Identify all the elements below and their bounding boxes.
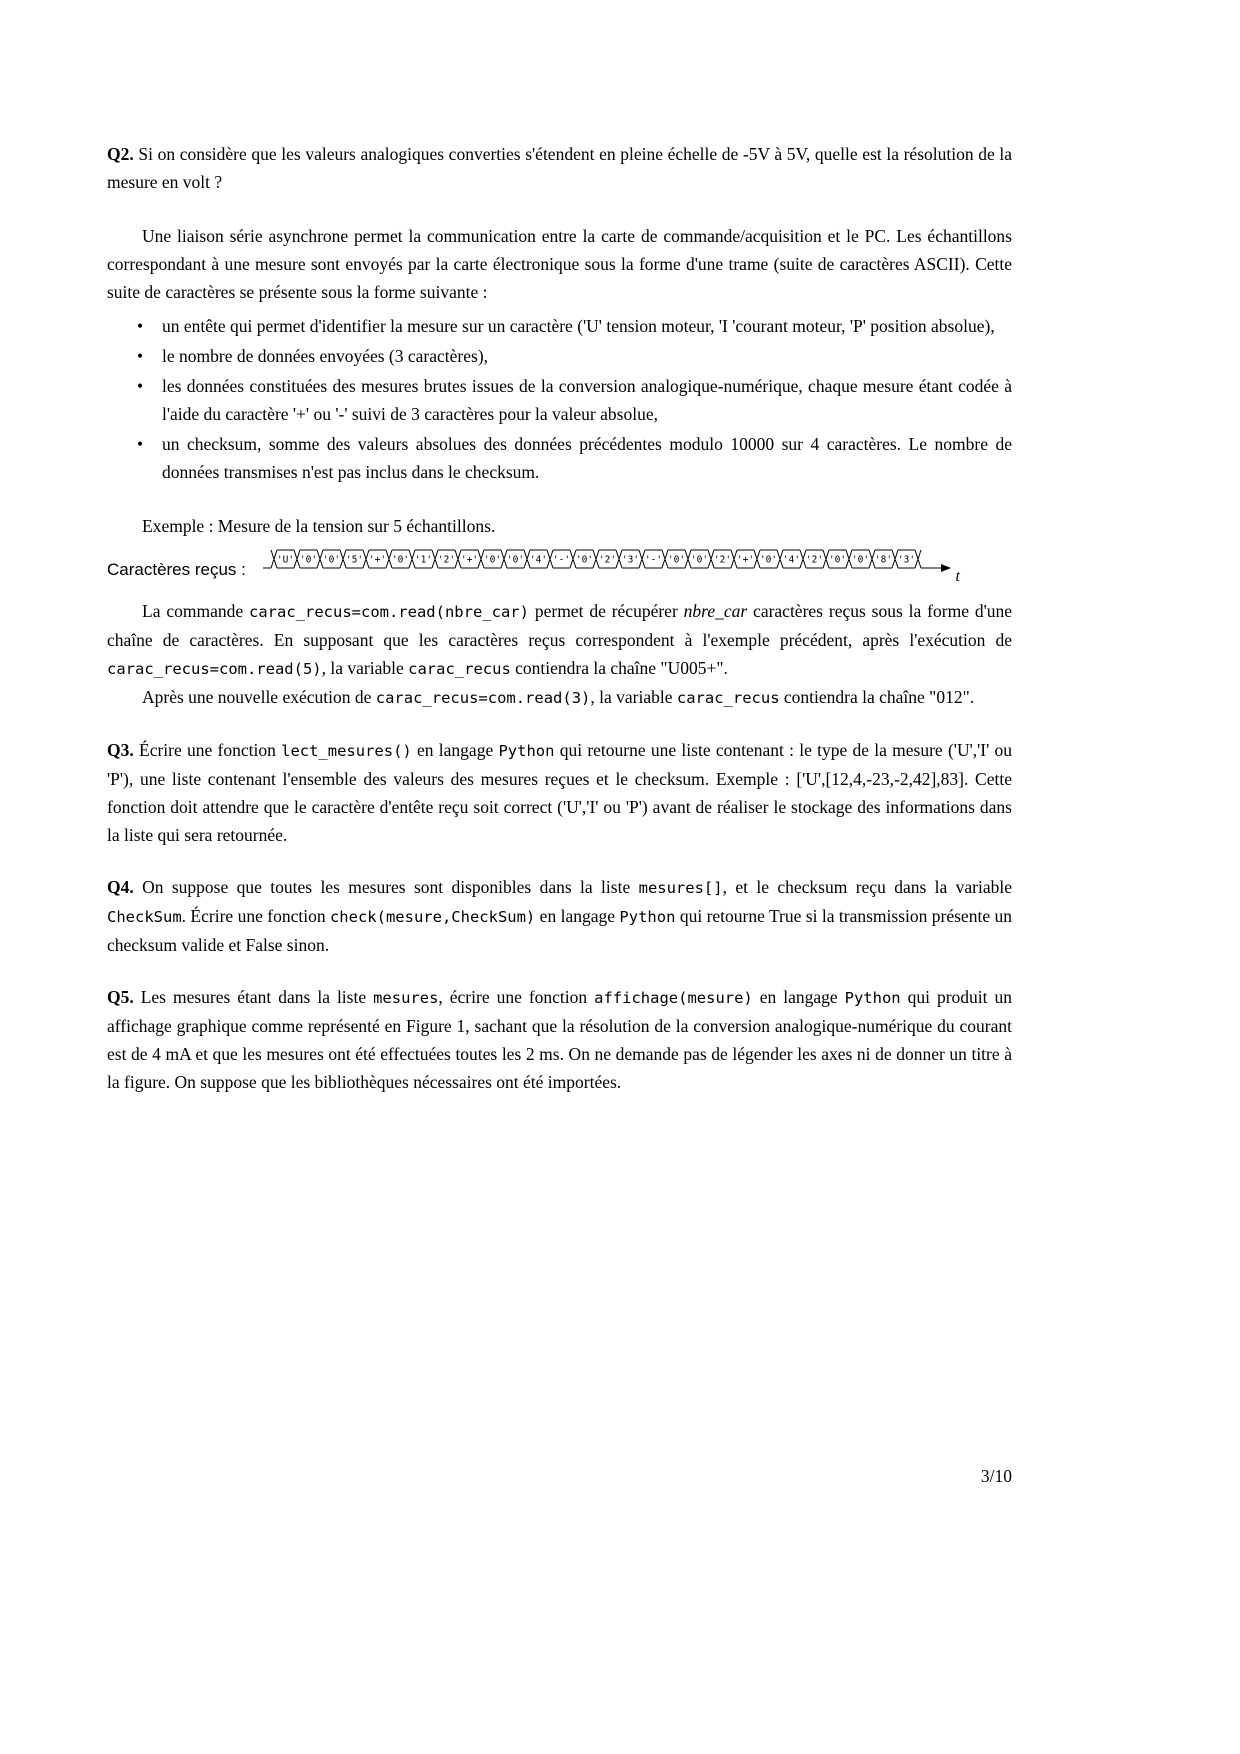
text-run: check(mesure,CheckSum) <box>329 908 536 926</box>
frame-char: '0' <box>828 554 846 566</box>
frame-char: '0' <box>483 554 501 566</box>
frame-char: '2' <box>437 554 455 566</box>
text-run: carac_recus=com.read(3) <box>375 689 591 707</box>
frame-char: '2' <box>805 554 823 566</box>
bullet-item-entete <box>107 312 1012 340</box>
text-run: Si on considère que les valeurs analogiques converties s'étendent en pleine échelle de -5V à 5V, quelle est la résolution de la mesure en volt ? <box>107 144 1012 192</box>
text-run: qui retourne True si la transmission présente un checksum valide et False sinon. <box>107 906 1012 955</box>
text-run: Q5. <box>107 987 141 1007</box>
frame-char: '0' <box>322 554 340 566</box>
bullet-list <box>107 312 1012 486</box>
text-run: les données constituées des mesures brutes issues de la conversion analogique-numérique, chaque mesure étant codée à l'aide du caractère '+' ou '-' suivi de 3 caractères pour la valeur absolue, <box>162 376 1012 424</box>
frame-diagram <box>262 548 964 591</box>
text-run: un entête qui permet d'identifier la mesure sur un caractère ('U' tension moteur, 'I 'courant moteur, 'P' position absolue), <box>162 316 995 336</box>
text-run: On suppose que toutes les mesures sont disponibles dans la liste <box>142 877 639 897</box>
text-run: , la variable <box>321 658 409 678</box>
question-q5 <box>107 983 1012 1096</box>
text-run: , écrire une fonction <box>438 987 595 1007</box>
frame-char: '2' <box>713 554 731 566</box>
frame-char: '0' <box>506 554 524 566</box>
text-run: Q2. <box>107 144 139 164</box>
text-run: . Écrire une fonction <box>181 906 330 926</box>
text-run: carac_recus=com.read(5) <box>107 660 322 678</box>
page-content <box>107 140 1012 1096</box>
text-run: un checksum, somme des valeurs absolues des données précédentes modulo 10000 sur 4 caractères. Le nombre de données transmises n'est pas inclus dans le checksum. <box>162 434 1012 482</box>
frame-char: '-' <box>644 554 662 566</box>
frame-char: '0' <box>690 554 708 566</box>
frame-char: '0' <box>759 554 777 566</box>
text-run: carac_recus=com.read(nbre_car) <box>249 603 529 621</box>
frame-char: '3' <box>621 554 639 566</box>
frame-char: '5' <box>345 554 363 566</box>
text-run: Q4. <box>107 877 143 897</box>
text-run: en langage <box>535 906 620 926</box>
bullet-item-nombre-donnees <box>107 342 1012 370</box>
text-run: Python <box>498 742 555 760</box>
text-run: permet de récupérer <box>528 601 684 621</box>
frame-label: Caractères reçus : <box>107 559 246 579</box>
text-run: La commande <box>142 601 249 621</box>
text-run: le nombre de données envoyées (3 caractères), <box>162 346 489 366</box>
page-number: 3/10 <box>980 1466 1012 1486</box>
text-run: mesures[] <box>638 879 723 897</box>
paragraph-exemple <box>107 512 1012 540</box>
question-q4 <box>107 873 1012 959</box>
text-run: Q3. <box>107 740 139 760</box>
frame-char: '+' <box>368 554 386 566</box>
text-run: affichage(mesure) <box>594 989 753 1007</box>
frame-char: '2' <box>598 554 616 566</box>
text-run: en langage <box>752 987 845 1007</box>
frame-row <box>107 548 1012 591</box>
time-axis-arrow <box>941 564 951 572</box>
bullet-item-donnees <box>107 372 1012 428</box>
text-run: carac_recus <box>408 660 511 678</box>
text-run: CheckSum <box>107 908 182 926</box>
frame-bus <box>262 548 964 586</box>
text-run: Python <box>619 908 676 926</box>
text-run: Les mesures étant dans la liste <box>140 987 374 1007</box>
text-run: carac_recus <box>676 689 780 707</box>
frame-char: '0' <box>299 554 317 566</box>
frame-char: '0' <box>575 554 593 566</box>
frame-char: '-' <box>552 554 570 566</box>
frame-char: '1' <box>414 554 432 566</box>
bullet-item-checksum <box>107 430 1012 486</box>
time-axis-label: t <box>955 568 960 585</box>
text-run: Une liaison série asynchrone permet la communication entre la carte de commande/acquisition et le PC. Les échantillons correspondant à une mesure sont envoyés par la carte électronique sous la forme d'une trame (suite de caractères ASCII). Cette suite de caractères se présente sous la forme suivante : <box>107 226 1012 302</box>
frame-char: '0' <box>391 554 409 566</box>
frame-char: '3' <box>897 554 915 566</box>
frame-char: '8' <box>874 554 892 566</box>
frame-char: '0' <box>667 554 685 566</box>
paragraph-apres <box>107 683 1012 712</box>
text-run: mesures <box>373 989 439 1007</box>
question-q2 <box>107 140 1012 196</box>
text-run: qui produit un affichage graphique comme représenté en Figure 1, sachant que la résolution de la conversion analogique-numérique du courant est de 4 mA et que les mesures ont été effectuées toutes les 2 ms. On ne demande pas de légender les axes ni de donner un titre à la figure. On suppose que les bibliothèques nécessaires ont été importées. <box>107 987 1012 1092</box>
text-run: contiendra la chaîne "U005+". <box>510 658 728 678</box>
text-run: nbre_car <box>683 601 748 621</box>
frame-char: 'U' <box>276 554 294 566</box>
frame-char: '4' <box>529 554 547 566</box>
frame-char: '0' <box>851 554 869 566</box>
text-run: Après une nouvelle exécution de <box>142 687 376 707</box>
frame-char: '+' <box>460 554 478 566</box>
text-run: caractères reçus sous la forme d'une chaîne de caractères. En supposant que les caractères reçus correspondent à l'exemple précédent, après l'exécution de <box>107 601 1013 650</box>
text-run: , la variable <box>590 687 677 707</box>
frame-char: '+' <box>736 554 754 566</box>
frame-char: '4' <box>782 554 800 566</box>
text-run: , et le checksum reçu dans la variable <box>722 877 1012 897</box>
text-run: contiendra la chaîne "012". <box>779 687 975 707</box>
paragraph-intro <box>107 222 1012 306</box>
text-run: Écrire une fonction <box>139 740 282 760</box>
text-run: Python <box>844 989 901 1007</box>
question-q3 <box>107 736 1012 849</box>
text-run: lect_mesures() <box>281 742 412 760</box>
text-run: en langage <box>411 740 499 760</box>
paragraph-commande <box>107 597 1012 683</box>
text-run: qui retourne une liste contenant : le type de la mesure ('U','I' ou 'P'), une liste contenant l'ensemble des valeurs des mesures reçues et le checksum. Exemple : ['U',[12,4,-23,-2,42],83]. Cette fonction doit attendre que le caractère d'entête reçu soit correct ('U','I' ou 'P') avant de réaliser le stockage des informations dans la liste qui sera retournée. <box>107 740 1012 845</box>
text-run: Exemple : Mesure de la tension sur 5 échantillons. <box>142 516 496 536</box>
